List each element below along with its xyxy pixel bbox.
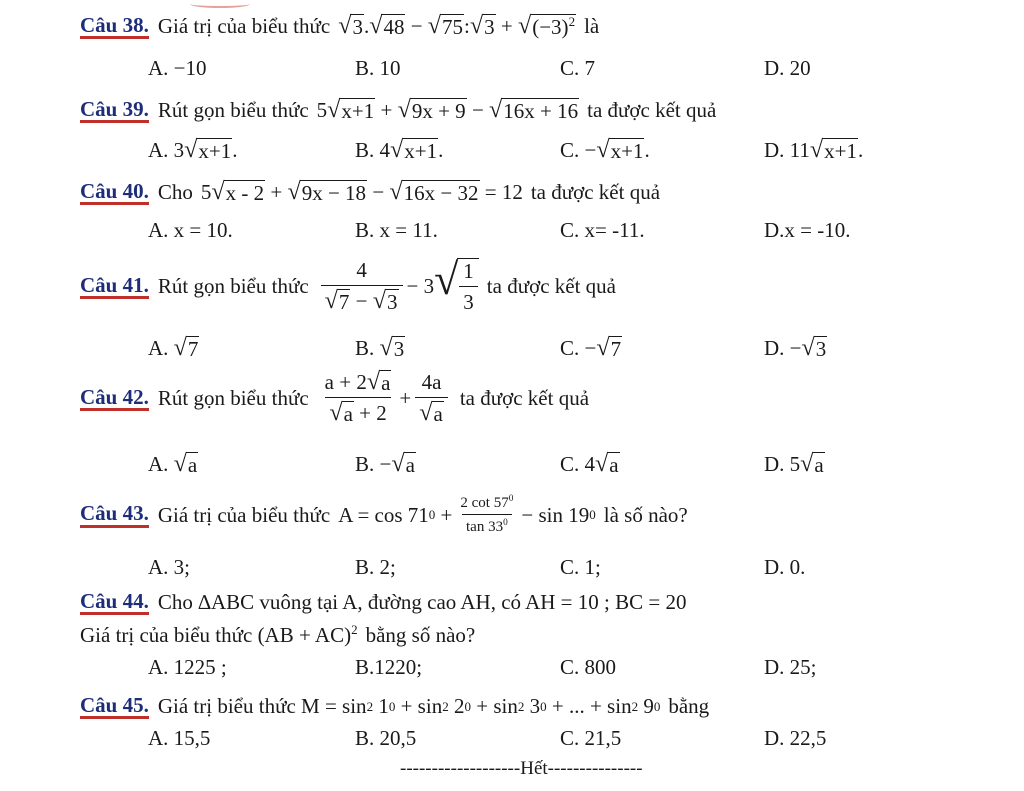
option-d[interactable]: D. 22,5 xyxy=(764,726,827,750)
expression: a + 2 √ a √ a + 2 + 4a √ a xyxy=(317,370,452,426)
options-40 xyxy=(0,218,1024,248)
question-43 xyxy=(80,494,688,536)
option-a[interactable]: A. −10 xyxy=(148,56,207,80)
option-c[interactable]: C. − √ 7 xyxy=(560,334,622,361)
option-c[interactable]: C. − √ x+1 . xyxy=(560,136,650,163)
option-c[interactable]: C. 800 xyxy=(560,655,617,679)
expression: 5 √ x+1 + √ 9x + 9 − √ 16x + 16 xyxy=(316,96,579,123)
question-41 xyxy=(80,255,616,314)
option-a[interactable]: A. 15,5 xyxy=(148,726,211,750)
options-38 xyxy=(0,56,1024,86)
question-number: Câu 44. xyxy=(80,590,149,615)
question-suffix: bằng xyxy=(668,694,710,719)
question-text: Giá trị của biểu thức xyxy=(157,14,331,39)
option-a[interactable]: A. 1225 ; xyxy=(148,655,227,679)
question-39 xyxy=(80,98,716,123)
option-d[interactable]: D. 11 √ x+1 . xyxy=(764,136,864,163)
question-suffix: ta được kết quả xyxy=(530,180,661,205)
options-39 xyxy=(0,138,1024,168)
question-text: Cho xyxy=(157,180,193,205)
option-a[interactable]: A. √ a xyxy=(148,450,198,477)
question-text: Rút gọn biểu thức xyxy=(157,273,309,298)
expression: A = cos 71 0 + $\frac{2 \cot 57^0}{\tan 33^0}$ − sin 19 0 xyxy=(338,494,596,535)
expression: Giá trị biểu thức M = sin 2 1 0 + sin 2 2 0 + sin 2 3 0 + ... + sin 2 9 0 xyxy=(157,694,661,719)
option-d[interactable]: D. 0. xyxy=(764,555,806,579)
option-c[interactable]: C. 7 xyxy=(560,56,596,80)
question-suffix: ta được kết quả xyxy=(486,273,616,298)
option-b[interactable]: B. 1220; xyxy=(355,655,423,679)
option-d[interactable]: D. 20 xyxy=(764,56,811,80)
question-38 xyxy=(80,14,599,39)
expression: √ 3 . √ 48 − √ 75 : √ 3 + √ $(-3)^2$ xyxy=(338,12,576,39)
question-44-line2 xyxy=(80,622,475,648)
option-d[interactable]: D. 25; xyxy=(764,655,817,679)
question-number: Câu 42. xyxy=(80,386,149,411)
question-number: Câu 38. xyxy=(80,14,149,39)
option-a[interactable]: A. 3 √ x+1 . xyxy=(148,136,238,163)
options-41 xyxy=(0,336,1024,366)
options-44 xyxy=(0,655,1024,685)
question-44 xyxy=(80,590,694,615)
end-marker: -------------------Hết--------------- xyxy=(400,758,643,779)
option-c[interactable]: C. 21,5 xyxy=(560,726,622,750)
option-b[interactable]: B. 10 xyxy=(355,56,401,80)
question-suffix: là số nào? xyxy=(603,502,688,527)
question-number: Câu 40. xyxy=(80,180,149,205)
question-text: Giá trị của biểu thức xyxy=(157,502,331,527)
option-a[interactable]: A. x = 10. xyxy=(148,218,233,242)
question-40 xyxy=(80,180,660,205)
option-c[interactable]: C. 1; xyxy=(560,555,601,579)
question-45 xyxy=(80,694,709,719)
expression: 5 √ x - 2 + √ 9x − 18 − √ 16x − 32 = 12 xyxy=(200,178,523,205)
option-b[interactable]: B. √ 3 xyxy=(355,334,405,361)
question-suffix: ta được kết quả xyxy=(587,98,717,123)
option-d[interactable]: D. − √ 3 xyxy=(764,334,827,361)
option-a[interactable]: A. 3; xyxy=(148,555,191,579)
question-suffix: ta được kết quả xyxy=(459,385,590,410)
question-number: Câu 39. xyxy=(80,98,149,123)
question-suffix: bằng số nào? xyxy=(365,622,476,647)
option-b[interactable]: B. − √ a xyxy=(355,450,415,477)
question-text: Rút gọn biểu thức xyxy=(157,98,309,123)
options-45 xyxy=(0,726,1024,756)
question-number: Câu 43. xyxy=(80,502,149,527)
option-c[interactable]: C. x= -11. xyxy=(560,218,645,242)
question-number: Câu 41. xyxy=(80,274,149,299)
option-a[interactable]: A. √ 7 xyxy=(148,334,199,361)
expression: 4 √ 7 − √ 3 − 3 √ $\frac{1}{3}$ xyxy=(317,258,479,314)
question-text: Rút gọn biểu thức xyxy=(157,385,309,410)
option-d[interactable]: D. x = -10. xyxy=(764,218,851,242)
option-c[interactable]: C. 4 √ a xyxy=(560,450,619,477)
question-42 xyxy=(80,370,589,426)
options-42 xyxy=(0,452,1024,482)
question-text: Cho ∆ABC vuông tại A, đường cao AH, có AH = 10 ; BC = 20 xyxy=(157,590,687,615)
question-suffix: là xyxy=(584,14,600,39)
option-d[interactable]: D. 5 √ a xyxy=(764,450,824,477)
option-b[interactable]: B. 4 √ x+1 . xyxy=(355,136,444,163)
options-43 xyxy=(0,555,1024,585)
question-text-line2: Giá trị của biểu thức (AB + AC)$^2$ xyxy=(80,622,358,647)
option-b[interactable]: B. 20,5 xyxy=(355,726,417,750)
question-number: Câu 45. xyxy=(80,694,149,719)
option-b[interactable]: B. 2; xyxy=(355,555,396,579)
signature-mark xyxy=(190,0,250,8)
option-b[interactable]: B. x = 11. xyxy=(355,218,438,242)
